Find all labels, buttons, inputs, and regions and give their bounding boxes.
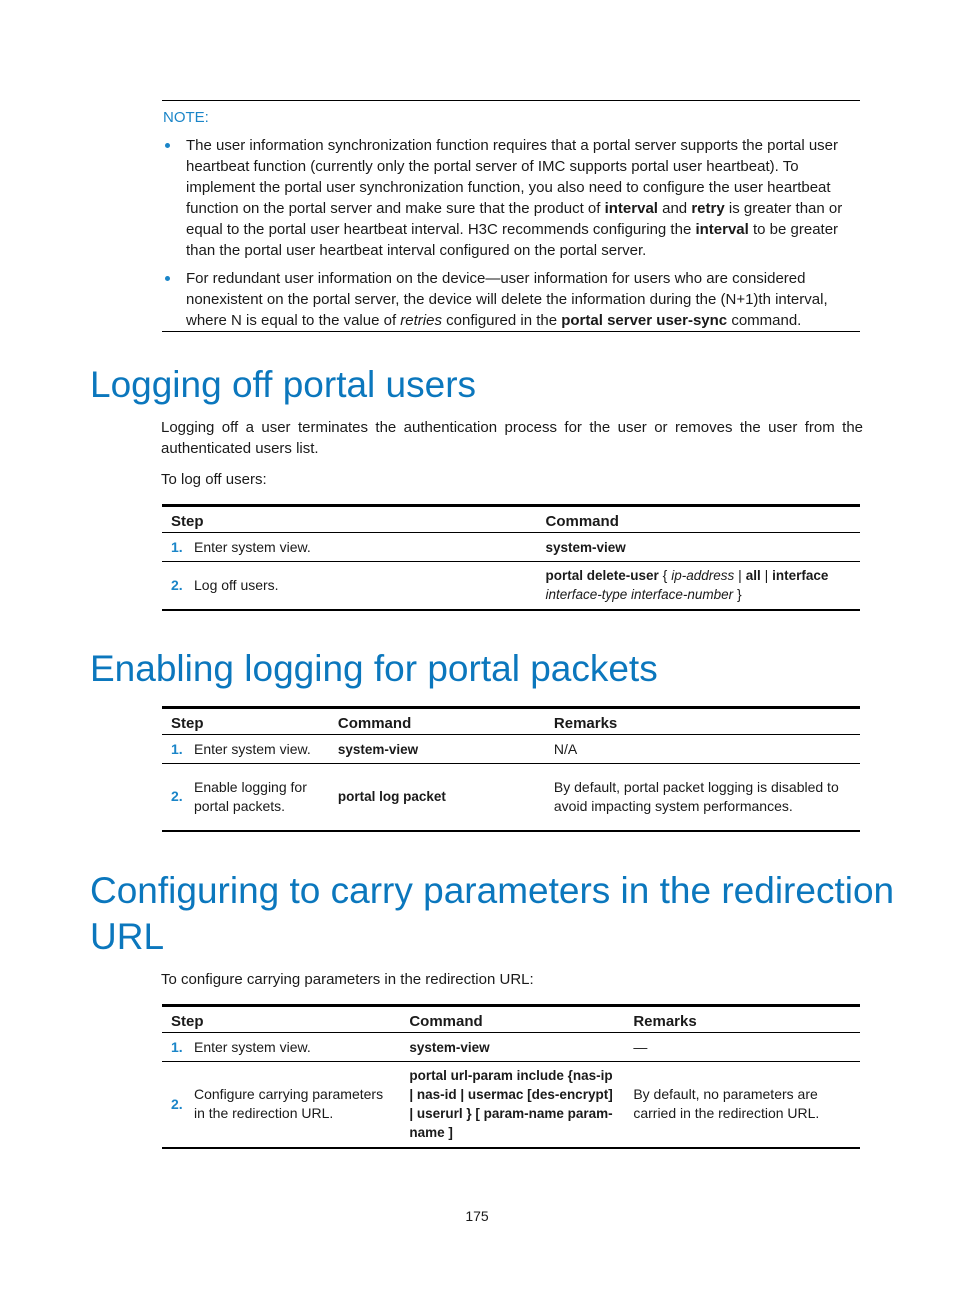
- portal-logging-table: [162, 706, 860, 832]
- note-keyword: retry: [691, 200, 725, 217]
- note-top-rule: [162, 100, 860, 101]
- table-row: [162, 1062, 860, 1148]
- command-separator: |: [760, 567, 773, 584]
- step-number: 1.: [162, 533, 185, 562]
- step-description: Enable logging for portal packets.: [185, 764, 329, 831]
- redirection-url-table: [162, 1004, 860, 1149]
- remarks-cell: By default, no parameters are carried in the redirection URL.: [624, 1062, 860, 1148]
- section-title-enabling-logging: Enabling logging for portal packets: [90, 648, 658, 689]
- command-keyword: portal delete-user: [545, 568, 659, 584]
- table-header-row: [162, 708, 860, 735]
- command-cell: [537, 562, 860, 610]
- section1-intro: To log off users:: [161, 471, 267, 488]
- note-bullet-2: [186, 268, 862, 331]
- step-description: Configure carrying parameters in the redirection URL.: [185, 1062, 400, 1148]
- note-text: is greater than or equal to the portal user heartbeat interval. H3C recommends configuring the: [186, 200, 843, 238]
- table-header-row: [162, 506, 860, 533]
- section3-intro: To configure carrying parameters in the redirection URL:: [161, 971, 534, 988]
- table-row: [162, 735, 860, 764]
- section-title-redirection-url: [90, 868, 894, 960]
- header-remarks: Remarks: [545, 708, 860, 735]
- command-keyword: all: [745, 568, 761, 584]
- step-number: 1.: [162, 735, 185, 764]
- header-remarks: Remarks: [624, 1006, 860, 1033]
- note-argument: retries: [400, 312, 442, 329]
- header-step: Step: [162, 506, 537, 533]
- command-brace: }: [733, 586, 742, 603]
- table-row: [162, 764, 860, 831]
- note-keyword: interval: [604, 200, 658, 217]
- bullet-icon: [165, 276, 170, 281]
- bullet-icon: [165, 143, 170, 148]
- command-cell: [329, 764, 545, 831]
- note-text: to be greater than the portal user heartbeat interval configured on the portal server.: [186, 221, 839, 259]
- step-description: Log off users.: [185, 562, 537, 610]
- note-keyword: portal server user-sync: [561, 312, 728, 329]
- header-step: Step: [162, 1006, 400, 1033]
- table-row: [162, 533, 860, 562]
- remarks-cell: N/A: [545, 735, 860, 764]
- command-cell: [329, 735, 545, 764]
- note-text: and: [657, 200, 692, 217]
- section-title-line: Configuring to carry parameters in the redirection: [90, 870, 895, 911]
- step-description: Enter system view.: [185, 533, 537, 562]
- section1-paragraph: Logging off a user terminates the authentication process for the user or removes the user from the authenticated users list.: [161, 419, 863, 457]
- step-description: Enter system view.: [185, 735, 329, 764]
- section-title-line: URL: [90, 916, 165, 957]
- command-argument: interface-type interface-number: [545, 587, 734, 603]
- command-keyword: system-view: [545, 539, 626, 555]
- page-number: 175: [465, 1208, 489, 1224]
- header-command: Command: [329, 708, 545, 735]
- command-separator: |: [734, 567, 746, 584]
- remarks-cell: By default, portal packet logging is disabled to avoid impacting system performances.: [545, 764, 860, 831]
- note-text: For redundant user information on the device—user information for users who are considered nonexistent on the portal server, the device will delete the information during the (N+1)th interval, where N is equal to the value of: [186, 270, 828, 329]
- command-cell: [400, 1033, 624, 1062]
- remarks-cell: —: [624, 1033, 860, 1062]
- command-keyword: portal url-param include {nas-ip | nas-id | usermac [des-encrypt] | userurl } [ param-name param-name ]: [409, 1068, 613, 1141]
- table-row: [162, 562, 860, 610]
- header-command: Command: [400, 1006, 624, 1033]
- table-row: [162, 1033, 860, 1062]
- command-cell: [400, 1062, 624, 1148]
- step-number: 1.: [162, 1033, 185, 1062]
- command-keyword: system-view: [337, 741, 419, 757]
- note-label: NOTE:: [163, 109, 209, 126]
- command-brace: {: [658, 567, 672, 584]
- step-number: 2.: [162, 562, 185, 610]
- note-bottom-rule: [162, 331, 860, 332]
- command-keyword: portal log packet: [337, 789, 446, 805]
- command-argument: ip-address: [671, 568, 735, 584]
- header-command: Command: [537, 506, 860, 533]
- note-text: command.: [727, 312, 802, 329]
- step-number: 2.: [162, 1062, 185, 1148]
- log-off-table: [162, 504, 860, 611]
- section-title-logging-off: Logging off portal users: [90, 364, 477, 405]
- note-text: configured in the: [441, 312, 562, 329]
- note-bullet-1: [186, 135, 862, 261]
- command-cell: [537, 533, 860, 562]
- step-number: 2.: [162, 764, 185, 831]
- table-header-row: [162, 1006, 860, 1033]
- command-keyword: interface: [772, 568, 829, 584]
- note-text: The user information synchronization function requires that a portal server supports the portal user heartbeat function (currently only the portal server of IMC supports portal user heartbeat). To implement the portal user synchronization function, you also need to configure the user heartbeat function on the portal server and make sure that the product of: [186, 137, 839, 217]
- step-description: Enter system view.: [185, 1033, 400, 1062]
- note-keyword: interval: [695, 221, 749, 238]
- header-step: Step: [162, 708, 329, 735]
- command-keyword: system-view: [409, 1039, 490, 1055]
